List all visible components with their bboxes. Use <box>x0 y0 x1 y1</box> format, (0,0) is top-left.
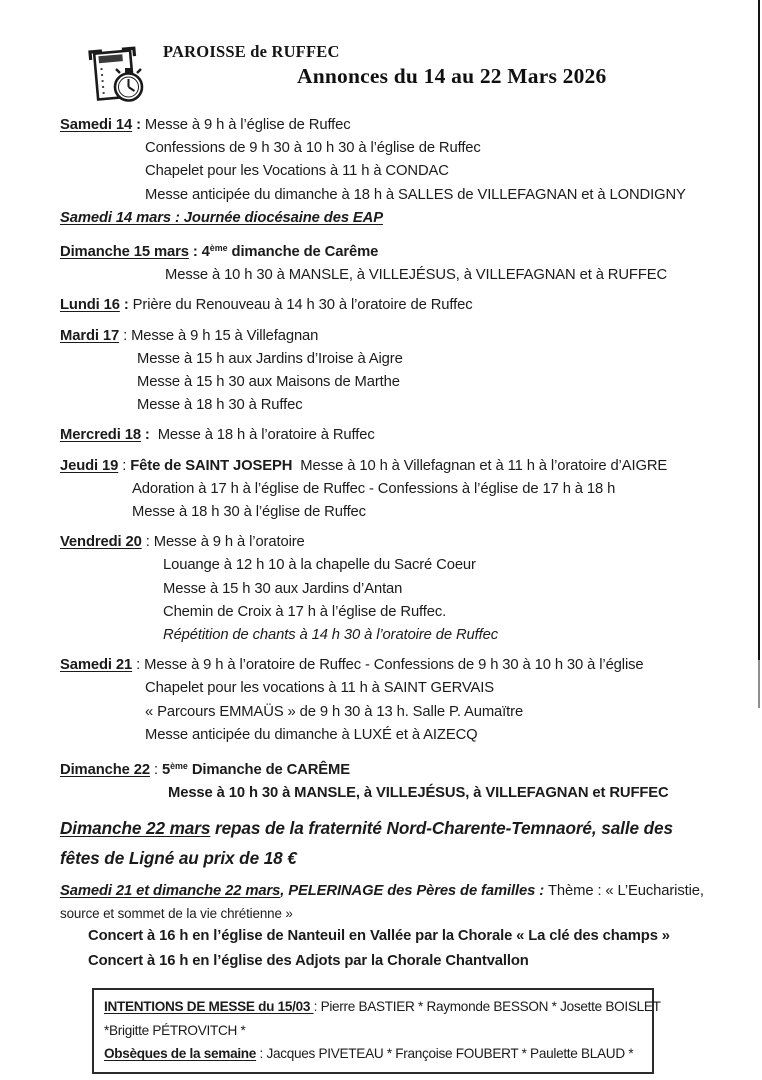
scan-artifact-line <box>758 0 760 660</box>
text-line <box>104 1042 642 1066</box>
text-segment: Samedi 14 <box>60 117 133 133</box>
text-segment: Samedi 21 et dimanche 22 mars <box>60 883 281 900</box>
text-segment: repas de la fraternité Nord-Charente-Temnaoré, salle des <box>210 818 673 839</box>
text-segment: Messe à 10 h 30 à MANSLE, à VILLEJÉSUS, à VILLEFAGNAN et à RUFFEC <box>165 267 668 284</box>
text-segment: Messe à 15 h 30 aux Jardins d’Antan <box>163 580 403 597</box>
text-segment: Dimanche 22 mars <box>60 818 211 839</box>
text-segment: Répétition de chants à 14 h 30 à l’oratoire de Ruffec <box>163 626 499 643</box>
text-line <box>60 160 736 183</box>
text-segment: ème <box>209 243 228 254</box>
text-line <box>60 207 736 230</box>
text-line <box>60 601 736 624</box>
text-segment: Mercredi 18 <box>60 427 141 444</box>
text-line <box>60 455 736 478</box>
text-segment: Concert à 16 h en l’église des Adjots par la Chorale Chantvallon <box>88 953 529 970</box>
text-segment: Dimanche 22 <box>60 761 150 778</box>
text-segment: Mardi 17 <box>60 327 120 344</box>
text-line <box>60 654 736 677</box>
text-segment: Concert à 16 h en l’église de Nanteuil en Vallée par la Chorale « La clé des champs » <box>88 928 670 945</box>
text-line <box>60 782 736 805</box>
text-segment: *Brigitte PÉTROVITCH * <box>104 1022 246 1038</box>
text-segment: Vendredi 20 <box>60 534 142 551</box>
text-segment: Jeudi 19 <box>60 457 119 474</box>
text-line <box>60 325 736 348</box>
text-segment: Thème : « L’Eucharistie, <box>548 883 704 900</box>
text-segment: 5 <box>161 761 171 778</box>
block-repas-fraternite <box>60 813 736 873</box>
text-line <box>60 371 736 394</box>
text-segment: Messe à 9 h à l’église de Ruffec <box>144 117 351 133</box>
text-segment: Messe à 15 h aux Jardins d’Iroise à Aigre <box>137 350 403 367</box>
block-samedi-14 <box>60 114 736 230</box>
text-line <box>60 701 736 724</box>
text-line <box>60 264 736 287</box>
text-line <box>60 880 736 903</box>
text-segment: Messe à 9 h à l’oratoire <box>153 534 305 551</box>
text-line <box>60 531 736 554</box>
block-samedi-21 <box>60 654 736 747</box>
text-line <box>60 624 736 647</box>
block-vendredi-20 <box>60 531 736 647</box>
text-segment: , PELERINAGE des Pères de familles : <box>280 883 548 900</box>
text-segment: « Parcours EMMAÜS » de 9 h 30 à 13 h. Salle P. Aumaïtre <box>145 703 524 720</box>
text-line <box>60 724 736 747</box>
block-mercredi-18 <box>60 424 736 447</box>
text-segment: : <box>118 457 131 474</box>
text-segment: Adoration à 17 h à l’église de Ruffec - Confessions à l’église de 17 h à 18 h <box>132 480 616 497</box>
block-lundi-16 <box>60 294 736 317</box>
text-segment: Samedi 14 mars : Journée diocésaine des EAP <box>60 209 383 226</box>
announcement-blocks <box>60 114 736 974</box>
text-line <box>60 501 736 524</box>
text-segment: : <box>119 297 133 314</box>
text-segment: INTENTIONS DE MESSE du 15/03 <box>104 999 314 1015</box>
text-line <box>60 478 736 501</box>
text-segment: : <box>141 534 154 551</box>
block-dimanche-22 <box>60 755 736 805</box>
text-segment: : Pierre BASTIER * Raymonde BESSON * Josette BOISLET <box>313 999 661 1015</box>
text-line <box>60 348 736 371</box>
block-pelerinage-peres-de-familles <box>60 880 736 974</box>
text-segment: Dimanche de CARÊME <box>187 761 350 778</box>
text-segment: Dimanche 15 mars <box>60 243 189 260</box>
text-line <box>60 184 736 207</box>
text-line <box>60 924 736 949</box>
text-segment: Samedi 21 <box>60 657 133 674</box>
text-segment: Confessions de 9 h 30 à 10 h 30 à l’église de Ruffec <box>145 140 481 157</box>
text-line <box>104 1019 642 1043</box>
text-segment: Fête de SAINT JOSEPH <box>130 457 293 474</box>
text-segment: : <box>119 327 132 344</box>
text-line <box>60 554 736 577</box>
page-title: Annonces du 14 au 22 Mars 2026 <box>297 64 607 88</box>
text-segment: : <box>149 761 162 778</box>
text-segment: Chemin de Croix à 17 h à l’église de Ruffec. <box>163 603 447 620</box>
text-segment: : Jacques PIVETEAU * Françoise FOUBERT * Paulette BLAUD * <box>256 1046 634 1062</box>
text-segment: Obsèques de la semaine <box>104 1046 257 1062</box>
text-line <box>60 677 736 700</box>
agenda-stopwatch-icon <box>82 44 158 115</box>
parish-title: PAROISSE de RUFFEC <box>163 42 340 61</box>
text-segment: Louange à 12 h 10 à la chapelle du Sacré Coeur <box>163 557 476 574</box>
text-line <box>60 137 736 160</box>
text-segment: Messe à 15 h 30 aux Maisons de Marthe <box>137 373 400 390</box>
block-dimanche-15 <box>60 237 736 287</box>
text-segment: : <box>140 427 158 444</box>
text-segment: Messe à 10 h à Villefagnan et à 11 h à l’oratoire d’AIGRE <box>292 457 668 474</box>
text-line <box>60 949 736 974</box>
text-line <box>60 394 736 417</box>
text-segment: Chapelet pour les vocations à 11 h à SAINT GERVAIS <box>145 680 495 697</box>
text-segment: Messe à 9 h à l’oratoire de Ruffec - Confessions de 9 h 30 à 10 h 30 à l’église <box>144 657 644 674</box>
text-segment: : <box>132 657 145 674</box>
scan-artifact-line-fade <box>758 660 760 708</box>
text-segment: 4 <box>201 243 210 260</box>
text-segment: Chapelet pour les Vocations à 11 h à CONDAC <box>145 163 449 180</box>
text-line <box>60 237 736 264</box>
text-line <box>60 843 736 873</box>
text-segment: Prière du Renouveau à 14 h 30 à l’oratoire de Ruffec <box>132 297 473 314</box>
announcements-content <box>60 114 736 1074</box>
header <box>0 40 762 116</box>
text-segment: Messe anticipée du dimanche à LUXÉ et à AIZECQ <box>145 726 478 743</box>
text-segment: Messe à 18 h à l’oratoire à Ruffec <box>157 427 375 444</box>
text-segment: : <box>188 243 202 260</box>
text-segment: Messe anticipée du dimanche à 18 h à SALLES de VILLEFAGNAN et à LONDIGNY <box>145 186 686 203</box>
text-segment: fêtes de Ligné au prix de 18 € <box>60 848 297 869</box>
text-line <box>60 114 736 137</box>
text-line <box>104 995 661 1019</box>
intentions-box <box>92 988 661 1074</box>
text-segment: Lundi 16 <box>60 297 120 314</box>
text-line <box>60 424 736 447</box>
text-segment: ème <box>170 760 188 771</box>
text-segment: Messe à 18 h 30 à l’église de Ruffec <box>132 503 366 520</box>
block-jeudi-19 <box>60 455 736 525</box>
text-segment: Messe à 10 h 30 à MANSLE, à VILLEJÉSUS, à VILLEFAGNAN et RUFFEC <box>168 785 669 802</box>
text-segment: : <box>132 117 145 133</box>
text-line <box>60 578 736 601</box>
text-line <box>60 294 736 317</box>
block-mardi-17 <box>60 325 736 418</box>
text-segment: dimanche de Carême <box>227 243 379 260</box>
text-segment: Messe à 18 h 30 à Ruffec <box>137 397 303 414</box>
text-line <box>60 755 736 782</box>
text-segment: source et sommet de la vie chrétienne » <box>60 906 293 922</box>
text-line <box>60 903 736 924</box>
text-line <box>60 813 736 843</box>
text-segment: Messe à 9 h 15 à Villefagnan <box>131 327 319 344</box>
